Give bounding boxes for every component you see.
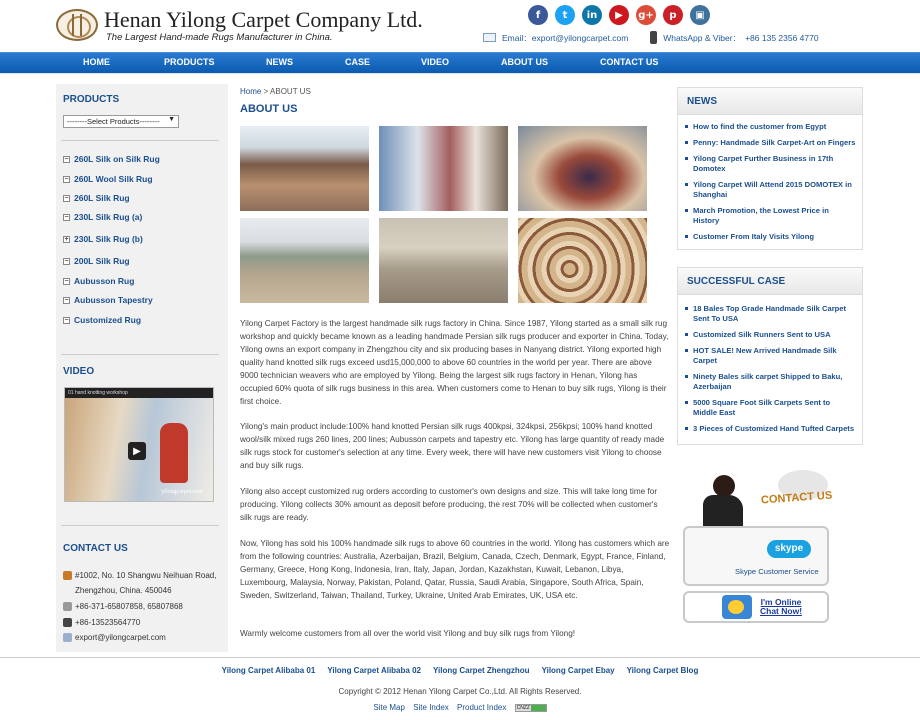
- products-heading: PRODUCTS: [63, 94, 120, 105]
- contact-us-banner: CONTACT US: [760, 489, 833, 507]
- factory-photo-rolled-rugs: [518, 218, 647, 303]
- product-category-item[interactable]: [63, 193, 130, 203]
- divider: [61, 140, 219, 141]
- video-watermark: yilongcarpet.com: [161, 489, 203, 495]
- product-category-label: Aubusson Tapestry: [74, 295, 153, 305]
- product-category-item[interactable]: [63, 276, 134, 286]
- news-item[interactable]: Yilong Carpet Further Business in 17th Domotex: [684, 154, 856, 174]
- product-category-label: 260L Silk Rug: [74, 193, 130, 203]
- case-item[interactable]: 5000 Square Foot Silk Carpets Sent to Middle East: [684, 398, 856, 418]
- collapse-icon[interactable]: −: [64, 175, 69, 183]
- about-paragraph: Yilong's main product include:100% hand knotted Persian silk rugs 400kpsi, 324kpsi, 256kpsi; 100% hand knotted wool/silk mixed rugs 260 lines, 200 lines; Aubusson carpets and tapestry etc. Yilong has large quantity of ready made silk rugs stock for customer's selection at any time. Every week, there will have new customers visit Yilong to choose and buy silk rugs.: [240, 422, 665, 470]
- bottom-links: [0, 703, 920, 712]
- skype-label: Skype Customer Service: [735, 567, 819, 576]
- breadcrumb: [240, 87, 311, 96]
- nav-contact-us[interactable]: CONTACT US: [600, 57, 659, 67]
- collapse-icon[interactable]: −: [64, 194, 69, 202]
- googleplus-icon[interactable]: g+: [636, 5, 656, 25]
- chevron-down-icon: ▼: [168, 116, 175, 123]
- pinterest-icon[interactable]: p: [663, 5, 683, 25]
- company-tagline: The Largest Hand-made Rugs Manufacturer in China.: [106, 32, 333, 43]
- site-map-link[interactable]: Site Map: [373, 703, 405, 712]
- nav-about-us[interactable]: ABOUT US: [501, 57, 548, 67]
- video-thumbnail: [65, 398, 213, 502]
- news-box: [677, 87, 863, 250]
- footer-link[interactable]: Yilong Carpet Zhengzhou: [432, 666, 530, 675]
- company-logo-icon[interactable]: [56, 9, 98, 41]
- contact-tel-text: +86-371-65807858, 65807868: [75, 602, 183, 611]
- home-icon: [63, 571, 72, 580]
- header-phone-label: WhatsApp & Viber：: [663, 32, 742, 43]
- nav-video[interactable]: VIDEO: [421, 57, 450, 67]
- video-player[interactable]: [64, 387, 214, 502]
- case-box: [677, 267, 863, 445]
- contact-address-text: #1002, No. 10 Shangwu Neihuan Road, Zhengzhou, China. 450046: [75, 571, 217, 595]
- copyright: Copyright © 2012 Henan Yilong Carpet Co.,Ltd. All Rights Reserved.: [338, 687, 582, 696]
- header-email-label: Email：: [502, 32, 532, 43]
- case-item[interactable]: 3 Pieces of Customized Hand Tufted Carpets: [684, 424, 856, 434]
- skype-customer-service-button[interactable]: [683, 526, 829, 586]
- news-item[interactable]: March Promotion, the Lowest Price in History: [684, 206, 856, 226]
- product-category-item[interactable]: [63, 256, 130, 266]
- site-header: [0, 0, 920, 52]
- skype-icon: skype: [767, 540, 811, 558]
- main-navigation: [0, 52, 920, 74]
- product-category-label: 230L Silk Rug (a): [74, 212, 143, 222]
- product-category-item[interactable]: [63, 315, 141, 325]
- product-select[interactable]: [63, 115, 179, 128]
- contact-mobile-text: +86-13523564770: [75, 618, 141, 627]
- news-item[interactable]: Yilong Carpet Will Attend 2015 DOMOTEX in Shanghai: [684, 180, 856, 200]
- email-icon: [63, 633, 72, 642]
- product-category-item[interactable]: [63, 295, 153, 305]
- product-category-label: 230L Silk Rug (b): [74, 234, 143, 244]
- about-paragraph: Yilong also accept customized rug orders according to customer's own designs and size. This will take long time for producing. Yilong collects 30% amount as deposit before producing, the rest 70% will be collected when customer's silk rugs are ready.: [240, 487, 658, 522]
- case-item[interactable]: 18 Bales Top Grade Handmade Silk Carpet Sent To USA: [684, 304, 856, 324]
- email-icon: [483, 33, 496, 42]
- expand-icon[interactable]: +: [64, 235, 69, 243]
- factory-photo-rug-cleaning: [379, 218, 508, 303]
- case-item[interactable]: Ninety Bales silk carpet Shipped to Baku, Azerbaijan: [684, 372, 856, 392]
- site-index-link[interactable]: Site Index: [413, 703, 449, 712]
- product-category-item[interactable]: [63, 212, 142, 222]
- news-item[interactable]: Customer From Italy Visits Yilong: [684, 232, 856, 242]
- video-title-bar: 01 hand knotting workshop: [65, 388, 213, 398]
- chat-text: [760, 598, 802, 616]
- divider: [61, 525, 219, 526]
- about-paragraph: Now, Yilong has sold his 100% handmade silk rugs to above 60 countries in the world. Yilong has customers which are from the following countries: Australia, Azerbaijan, Brazil, Belgium, Canada, Czech, Denmark, Egypt, France, Finland, Germany, Greece, Hong Kong, Indonesia, Iran, Italy, Japan, Jordan, Kazakhstan, Kuwait, Lebanon, Libya, Luxembourg, Malaysia, Norway, Pakistan, Poland, Qatar, Russia, Saudi Arabia, Singapore, South Africa, Spain, Sweden, Switzerland, Taiwan, Thailand, Turkey, Ukraine, United Arab Emirates, UK, USA etc.: [240, 539, 670, 600]
- breadcrumb-separator: >: [261, 87, 271, 96]
- video-heading: VIDEO: [63, 366, 95, 377]
- chat-line-1: I'm Online: [760, 597, 802, 607]
- mobile-phone-icon: [650, 31, 657, 44]
- woman-figure-head: [713, 475, 735, 497]
- case-item[interactable]: Customized Silk Runners Sent to USA: [684, 330, 856, 340]
- factory-photo-weaving-loom: [240, 126, 369, 211]
- collapse-icon[interactable]: −: [64, 296, 69, 304]
- divider: [61, 354, 219, 355]
- about-paragraph: Warmly welcome customers from all over the world visit Yilong and buy silk rugs from Yilong!: [240, 629, 576, 638]
- collapse-icon[interactable]: −: [64, 155, 69, 163]
- product-category-label: Aubusson Rug: [74, 276, 135, 286]
- left-sidebar: [56, 84, 228, 652]
- breadcrumb-current: ABOUT US: [270, 87, 311, 96]
- breadcrumb-home[interactable]: Home: [240, 87, 262, 96]
- product-category-item[interactable]: [63, 234, 143, 244]
- online-chat-button[interactable]: [683, 591, 829, 623]
- footer-links: [0, 666, 920, 675]
- chat-line-2: Chat Now!: [760, 606, 803, 616]
- contact-mobile: [63, 615, 140, 630]
- collapse-icon[interactable]: −: [64, 316, 69, 324]
- nav-home[interactable]: HOME: [83, 57, 110, 67]
- youtube-icon[interactable]: ▶: [609, 5, 629, 25]
- product-index-link[interactable]: Product Index: [457, 703, 507, 712]
- footer-divider: [0, 657, 920, 658]
- contact-address: [63, 568, 223, 598]
- product-select-value: --------Select Products--------: [67, 117, 160, 126]
- collapse-icon[interactable]: −: [64, 213, 69, 221]
- play-icon[interactable]: ▶: [128, 442, 146, 460]
- twitter-icon[interactable]: t: [555, 5, 575, 25]
- factory-photo-rug-washing-yard: [240, 218, 369, 303]
- product-category-label: Customized Rug: [74, 315, 142, 325]
- product-category-label: 260L Silk on Silk Rug: [74, 154, 160, 164]
- cnzz-stats-badge[interactable]: CNZZ: [515, 704, 547, 712]
- contact-heading: CONTACT US: [63, 543, 128, 554]
- chat-icon: [722, 595, 752, 619]
- header-contact: [483, 31, 819, 44]
- footer-link[interactable]: Yilong Carpet Ebay: [541, 666, 615, 675]
- case-heading: SUCCESSFUL CASE: [678, 268, 862, 295]
- news-list: [678, 115, 862, 242]
- main-content: [240, 84, 670, 654]
- factory-photo-weaver: [379, 126, 508, 211]
- header-phone: +86 135 2356 4770: [745, 32, 819, 43]
- contact-email-text[interactable]: export@yilongcarpet.com: [75, 633, 166, 642]
- social-links: [528, 5, 710, 25]
- case-list: [678, 295, 862, 434]
- page-title: ABOUT US: [240, 103, 298, 115]
- weaver-figure: [160, 423, 188, 483]
- facebook-icon[interactable]: f: [528, 5, 548, 25]
- product-category-label: 260L Wool Silk Rug: [74, 174, 153, 184]
- factory-photo-rug-closeup: [518, 126, 647, 211]
- nav-news[interactable]: NEWS: [266, 57, 293, 67]
- telephone-icon: [63, 602, 72, 611]
- news-heading: NEWS: [678, 88, 862, 115]
- footer-link[interactable]: Yilong Carpet Blog: [626, 666, 699, 675]
- contact-email: [63, 630, 166, 645]
- news-item[interactable]: How to find the customer from Egypt: [684, 122, 856, 132]
- footer-link[interactable]: Yilong Carpet Alibaba 01: [221, 666, 316, 675]
- product-category-item[interactable]: [63, 174, 153, 184]
- about-paragraph: Yilong Carpet Factory is the largest handmade silk rugs factory in China. Since 1987, Yilong started as a small silk rug workshop and quickly became known as a leading handmade Persian silk rugs producer and exporter in China. Today, Yilong owns an export company in Zhengzhou city and six producing bases in Nanyang district. Yilong exported high quality hand knotted silk rugs exceed usd15,000,000 to above 60 countries in the world per year. There are above 9000 technician weavers who are employed by Yilong. Being the largest silk rugs factory in Henan, Yilong has occupied 60% quota of silk rugs business in this area. When customers come to Henan to buy silk rugs, Yilong is their first choice.: [240, 319, 669, 406]
- company-name: Henan Yilong Carpet Company Ltd.: [104, 7, 423, 32]
- header-email-link[interactable]: export@yilongcarpet.com: [531, 32, 629, 43]
- contact-tel: [63, 599, 183, 614]
- footer-link[interactable]: Yilong Carpet Alibaba 02: [327, 666, 421, 675]
- nav-products[interactable]: PRODUCTS: [164, 57, 215, 67]
- collapse-icon[interactable]: −: [64, 257, 69, 265]
- mobile-phone-icon: [63, 618, 72, 627]
- product-category-label: 200L Silk Rug: [74, 256, 130, 266]
- linkedin-icon[interactable]: in: [582, 5, 602, 25]
- nav-case[interactable]: CASE: [345, 57, 371, 67]
- instagram-icon[interactable]: ▣: [690, 5, 710, 25]
- news-item[interactable]: Penny: Handmade Silk Carpet-Art on Fingers: [684, 138, 856, 148]
- case-item[interactable]: HOT SALE! New Arrived Handmade Silk Carpet: [684, 346, 856, 366]
- product-category-item[interactable]: [63, 154, 160, 164]
- collapse-icon[interactable]: −: [64, 277, 69, 285]
